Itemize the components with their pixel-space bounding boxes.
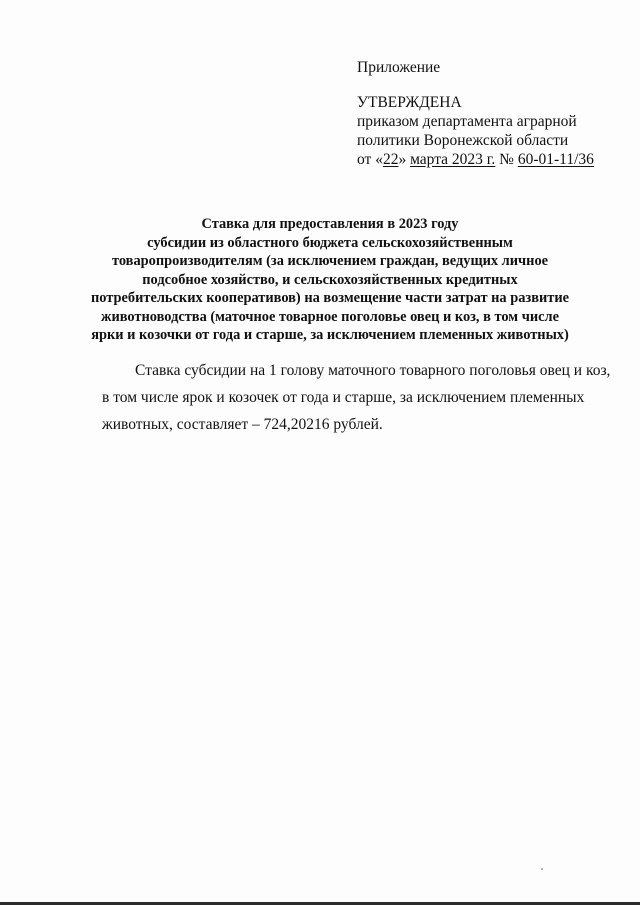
order-number: 60-01-11/36 [517, 151, 594, 168]
title-line: подсобное хозяйство, и сельскохозяйственных кредитных [142, 271, 518, 288]
date-prefix: от « [357, 151, 383, 168]
approval-block [357, 58, 594, 169]
date-month-year: марта 2023 г. [410, 151, 496, 168]
title-line: животноводства (маточное товарное поголовье овец и коз, в том числе [101, 308, 559, 325]
title-line: субсидии из областного бюджета сельскохозяйственным [147, 234, 513, 251]
approval-order-line: приказом департамента аграрной [357, 113, 577, 130]
appendix-label: Приложение [357, 59, 441, 76]
body-line: животных, составляет – 724,20216 рублей. [102, 416, 383, 433]
body-line: Ставка субсидии на 1 голову маточного товарного поголовья овец и коз, [135, 362, 611, 379]
document-title [80, 215, 580, 345]
title-line: Ставка для предоставления в 2023 году [201, 216, 459, 232]
date-day: 22 [382, 151, 399, 168]
approved-label: УТВЕРЖДЕНА [357, 94, 462, 111]
number-prefix: № [495, 151, 518, 168]
title-line: ярки и козочки от года и старше, за исключением племенных животных) [91, 327, 569, 343]
approval-date-line [357, 150, 594, 169]
scan-speck [541, 868, 543, 870]
date-mid: » [398, 151, 411, 168]
body-paragraph [102, 357, 611, 438]
title-line: потребительских кооперативов) на возмещение части затрат на развитие [90, 290, 570, 306]
title-line: товаропроизводителям (за исключением граждан, ведущих личное [111, 253, 549, 269]
approval-department-line: политики Воронежской области [357, 132, 569, 149]
body-line: в том числе ярок и козочек от года и старше, за исключением племенных [102, 389, 585, 406]
